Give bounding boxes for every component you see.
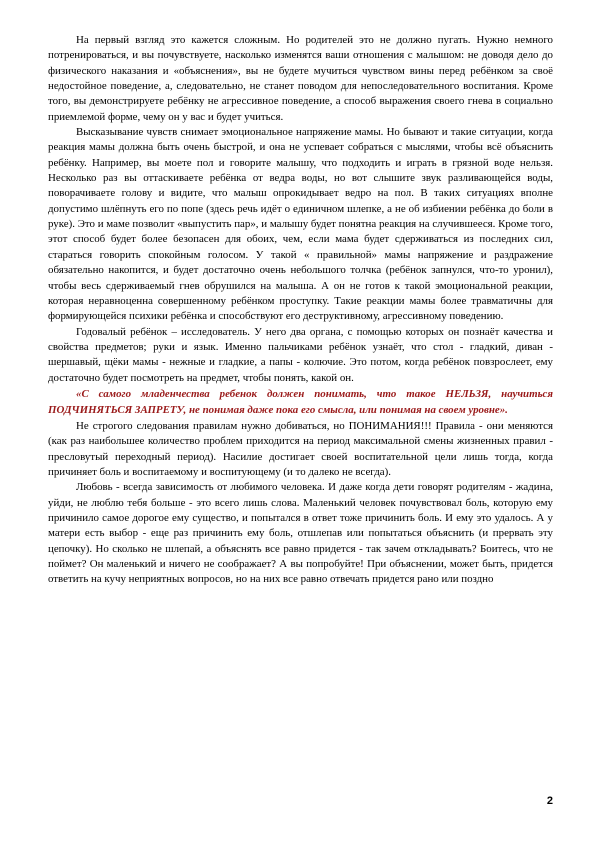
page-number: 2 xyxy=(546,795,553,807)
body-paragraph-2: Высказывание чувств снимает эмоциональное напряжение мамы. Но бывают и такие ситуации, когда реакция мамы должна быть очень быстрой, и она не успевает собраться с мыслями, чтобы всё объяснить ребёнку. Например, вы моете пол и говорите малышу, что подходить и играть в грязной воде нельзя. Несколько раз вы оттаскиваете ребёнка от ведра воды, но вот слышите звук разливающейся воды, поворачиваете голову и видите, что малыш опрокидывает ведро на пол. В таких ситуациях вполне допустимо шлёпнуть его по попе (здесь речь идёт о единичном шлепке, а не об избиении ребёнка до боли в руке). Это и маме позволит «выпустить пар», и малышу будет понятна реакция на случившееся. Кроме того, этот способ будет более безопасен для обоих, чем, если мама будет сдерживаться из последних сил, стараться говорить спокойным голосом. У такой « правильной» мамы напряжение и раздражение обязательно накопится, и будет достаточно очень небольшого толчка (ребёнок запнулся, что-то уронил), чтобы весь сдерживаемый гнев обрушился на малыша. А он не готов к такой эмоциональной реакции, которая неравноценна совершенному ребёнком проступку. Такие реакции мамы более травматичны для формирующейся психики ребёнка и способствуют его деструктивному, агрессивному поведению. xyxy=(48,126,553,323)
body-paragraph-5: Любовь - всегда зависимость от любимого человека. И даже когда дети говорят родителям - жадина, уйди, не люблю тебя больше - это всего лишь слова. Маленький человек почувствовал боль, которую ему причинило самое дорогое ему существо, и попытался в ответ тоже причинить боль. И ему это удалось. А у матери есть выбор - еще раз причинить ему боль, отшлепав или попытаться объяснить (и прервать эту цепочку). Но сколько не шлепай, а объяснять все равно придется - так зачем откладывать? Боитесь, что не поймет? Он маленький и ничего не соображает? А вы попробуйте! При объяснении, может быть, придется ответить на кучу неприятных вопросов, но на них все равно отвечать придется рано или поздно xyxy=(48,481,553,586)
highlighted-quote: «С самого младенчества ребенок должен понимать, что такое НЕЛЬЗЯ, научиться ПОДЧИНЯТЬСЯ ЗАПРЕТУ, не понимая даже пока его смысла, или понимая на своем уровне». xyxy=(48,387,553,417)
body-paragraph-1: На первый взгляд это кажется сложным. Но родителей это не должно пугать. Нужно немного потренироваться, и вы почувствуете, насколько изменятся ваши отношения с малышом: не доводя дело до физического наказания и «объяснения», вы не будете мучиться чувством вины перед ребёнком за своё недостойное поведение, а, следовательно, не станет поводом для непоследовательного воспитания. Кроме того, вы демонстрируете ребёнку не агрессивное поведение, а способ выражения своего гнева в социально приемлемой форме, чему он у вас и будет учиться. xyxy=(48,34,553,123)
body-paragraph-4: Не строгого следования правилам нужно добиваться, но ПОНИМАНИЯ!!! Правила - они меняются (как раз наибольшее количество проблем приходится на период максимальной смены жизненных правил - пресловутый переходный период). Насилие достигает своей воспитательной цели лишь тогда, когда причиняет боль и воспитаемому и воспитующему (и то далеко не всегда). xyxy=(48,419,553,478)
body-paragraph-3: Годовалый ребёнок – исследователь. У него два органа, с помощью которых он познаёт качества и свойства предметов; руки и язык. Именно пальчиками ребёнок узнаёт, что стол - гладкий, диван - шершавый, щёки мамы - нежные и гладкие, а папы - колючие. Это потом, когда ребёнок повзрослеет, ему достаточно будет посмотреть на предмет, чтобы понять, какой он. xyxy=(48,325,553,384)
document-page xyxy=(48,33,553,588)
